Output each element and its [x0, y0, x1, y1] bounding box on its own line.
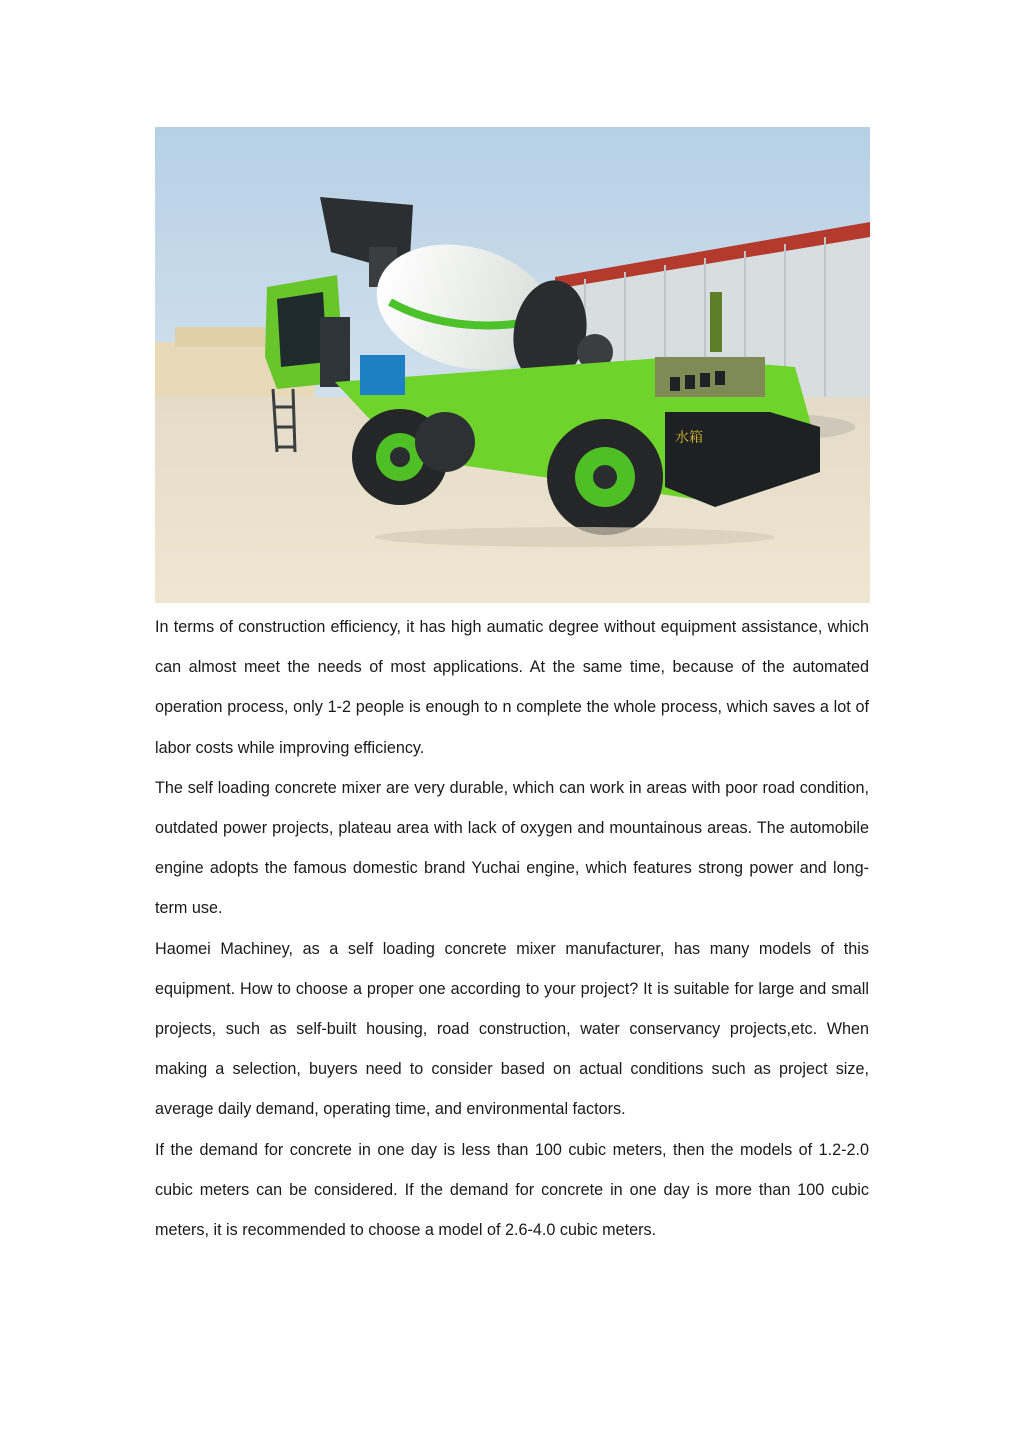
water-tank-label: 水箱: [675, 430, 703, 446]
paragraph-efficiency: In terms of construction efficiency, it has high aumatic degree without equipment assistance, which can almost meet the needs of most applications. At the same time, because of the automated operation process, only 1-2 people is enough to n complete the whole process, which saves a lot of labor costs while improving efficiency.: [155, 618, 869, 757]
paragraph-durability: The self loading concrete mixer are very durable, which can work in areas with poor road condition, outdated power projects, plateau area with lack of oxygen and mountainous areas. The automobile engine adopts the famous domestic brand Yuchai engine, which features strong power and long-term use.: [155, 778, 869, 918]
paragraph-capacity-guidance: If the demand for concrete in one day is less than 100 cubic meters, then the models of 1.2-2.0 cubic meters can be considered. If the demand for concrete in one day is more than 100 cubic meters, it is recommended to choose a model of 2.6-4.0 cubic meters.: [155, 1140, 869, 1240]
self-loading-concrete-mixer-photo-icon: [155, 127, 870, 603]
paragraph-model-selection: Haomei Machiney, as a self loading concrete mixer manufacturer, has many models of this equipment. How to choose a proper one according to your project? It is suitable for large and small projects, such as self-built housing, road construction, water conservancy projects,etc. When making a selection, buyers need to consider based on actual conditions such as project size, average daily demand, operating time, and environmental factors.: [155, 939, 869, 1119]
article-body: [155, 607, 869, 1250]
mixer-truck-photo: [155, 127, 870, 603]
